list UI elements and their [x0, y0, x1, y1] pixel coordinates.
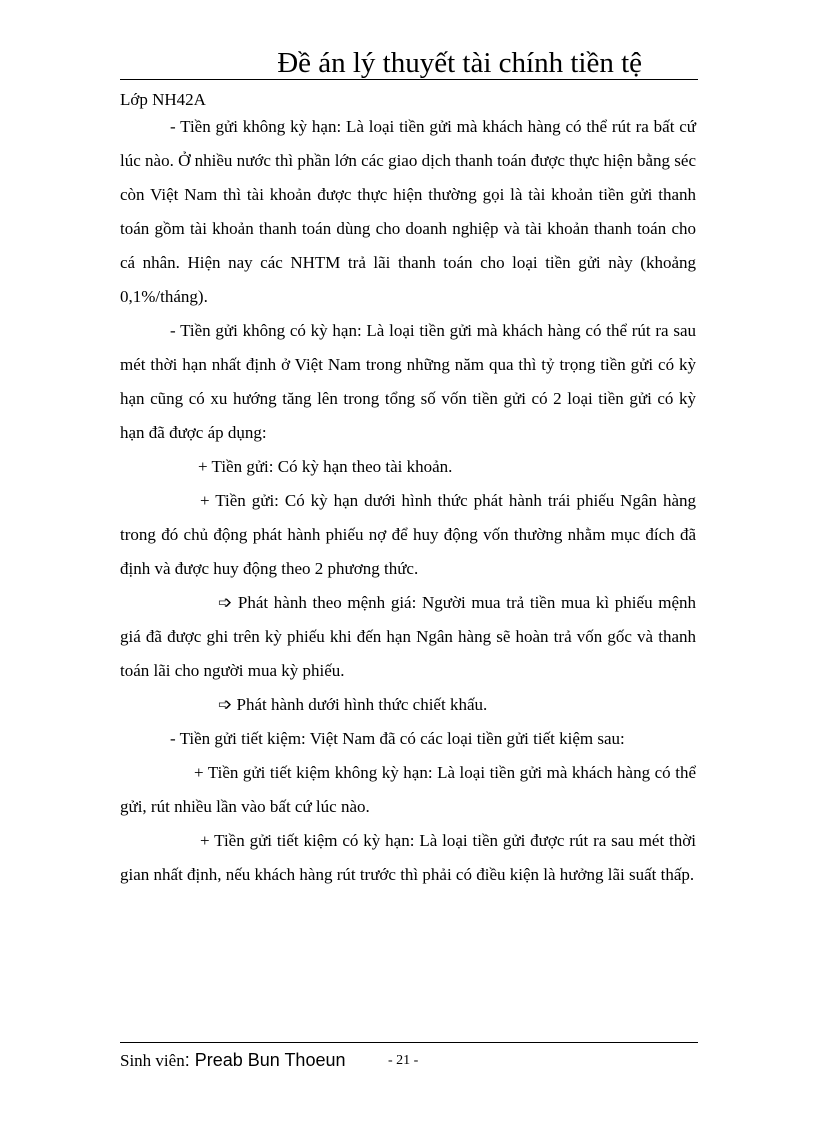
paragraph-term-account: + Tiền gửi: Có kỳ hạn theo tài khoản.: [198, 457, 453, 476]
paragraph-face-value: [120, 586, 696, 688]
paragraph-savings-term: + Tiền gửi tiết kiệm có kỳ hạn: Là loại tiền gửi được rút ra sau mét thời gian nhất định, nếu khách hàng rút trước thì phải có điều kiện là hưởng lãi suất thấp.: [120, 831, 696, 884]
header-title: Đề án lý thuyết tài chính tiền tệ: [277, 47, 642, 79]
body-text: [120, 110, 696, 892]
arrow-bullet-icon: ➩: [218, 593, 233, 612]
paragraph-discount: [120, 688, 696, 722]
footer-student: [120, 1047, 346, 1074]
paragraph-discount-text: Phát hành dưới hình thức chiết khấu.: [236, 695, 488, 714]
paragraph-savings: - Tiền gửi tiết kiệm: Việt Nam đã có các loại tiền gửi tiết kiệm sau:: [170, 729, 625, 748]
paragraph-savings-demand: + Tiền gửi tiết kiệm không kỳ hạn: Là loại tiền gửi mà khách hàng có thể gửi, rút nhiều lần vào bất cứ lúc nào.: [120, 763, 696, 816]
footer-rule: [120, 1042, 698, 1043]
footer-student-name: : Preab Bun Thoeun: [184, 1050, 346, 1070]
paragraph-face-value-text: Phát hành theo mệnh giá: Người mua trả tiền mua kì phiếu mệnh giá đã được ghi trên kỳ phiếu khi đến hạn Ngân hàng sẽ hoàn trả vốn gốc và thanh toán lãi cho người mua kỳ phiếu.: [120, 593, 696, 680]
footer-student-label: Sinh viên: [120, 1051, 185, 1070]
paragraph-term-deposit: - Tiền gửi không có kỳ hạn: Là loại tiền gửi mà khách hàng có thể rút ra sau mét thời hạn nhất định ở Việt Nam trong những năm qua thì tỷ trọng tiền gửi có kỳ hạn cũng có xu hướng tăng lên trong tổng số vốn tiền gửi có 2 loại tiền gửi có kỳ hạn đã được áp dụng:: [120, 321, 696, 442]
arrow-bullet-icon: ➩: [218, 695, 233, 714]
page-number: - 21 -: [388, 1053, 419, 1068]
paragraph-term-bond: + Tiền gửi: Có kỳ hạn dưới hình thức phát hành trái phiếu Ngân hàng trong đó chủ động phát hành phiếu nợ để huy động vốn thường nhằm mục đích đã định và được huy động theo 2 phương thức.: [120, 491, 696, 578]
paragraph-demand-deposit: - Tiền gửi không kỳ hạn: Là loại tiền gửi mà khách hàng có thể rút ra bất cứ lúc nào. Ở nhiều nước thì phần lớn các giao dịch thanh toán được thực hiện bằng séc còn Việt Nam thì tài khoản được thực hiện thường gọi là tài khoản tiền gửi thanh toán gồm tài khoản thanh toán dùng cho doanh nghiệp và tài khoản thanh toán cho cá nhân. Hiện nay các NHTM trả lãi thanh toán cho loại tiền gửi này (khoảng 0,1%/tháng).: [120, 117, 696, 306]
class-label: Lớp NH42A: [120, 90, 206, 109]
header-rule: [120, 79, 698, 80]
